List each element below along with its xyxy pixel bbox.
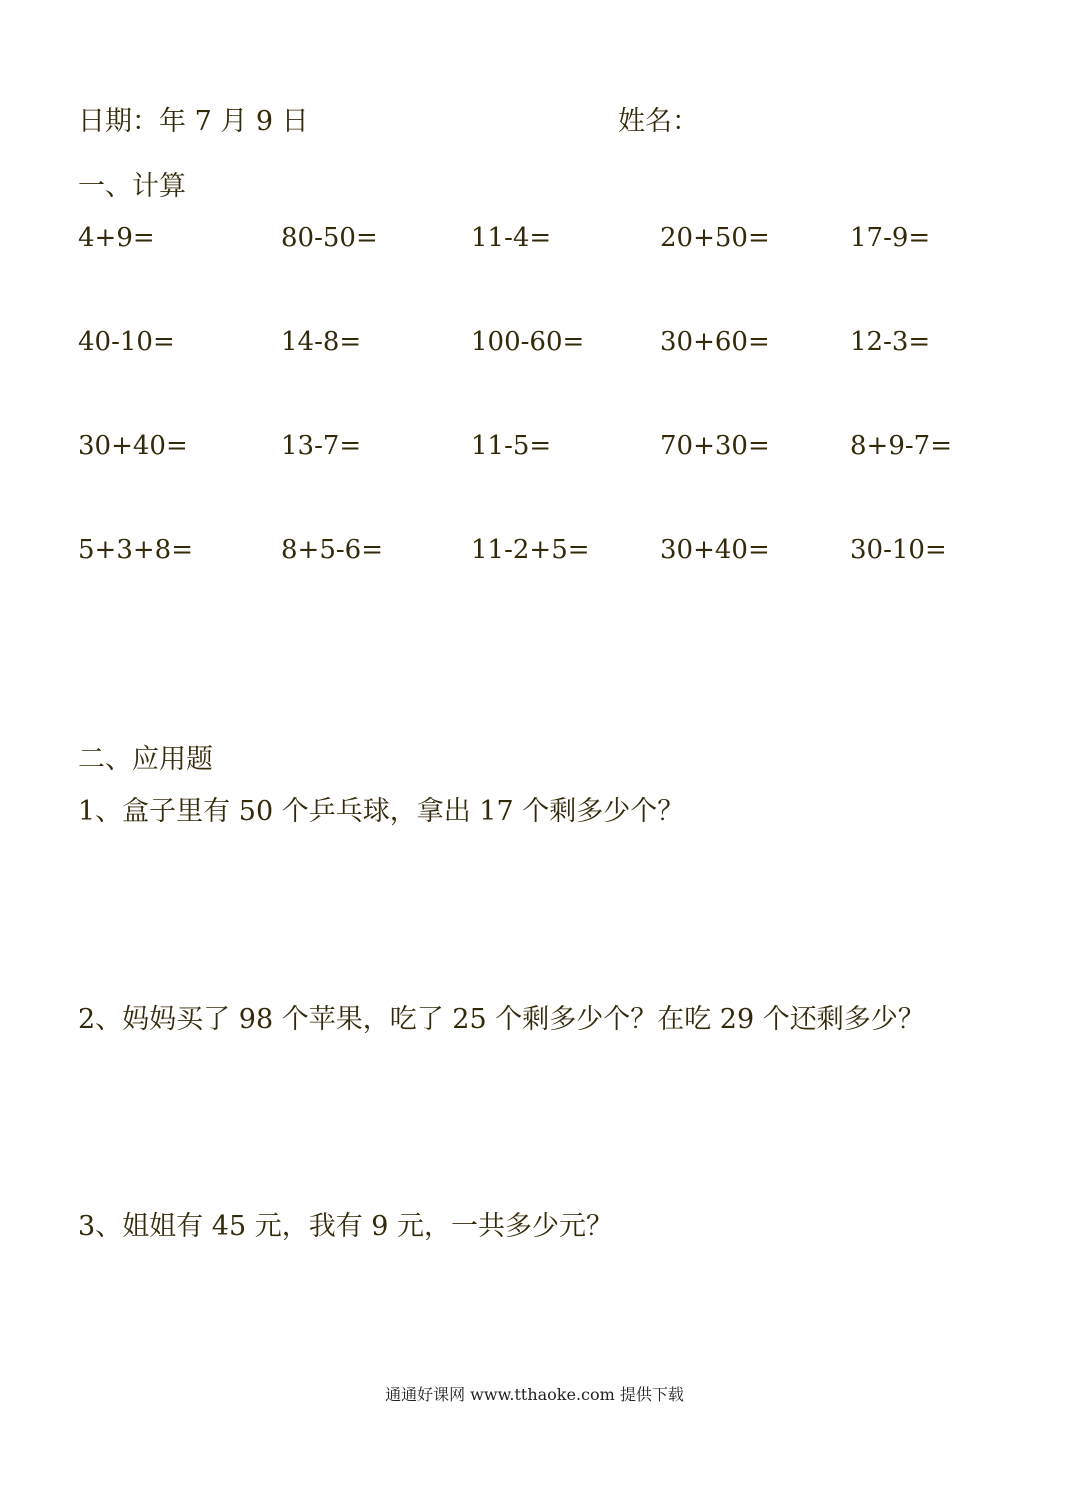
calc-row (78, 326, 978, 430)
calc-problem: 30+40= (660, 535, 770, 565)
calc-problem: 30-10= (850, 535, 947, 565)
name-line: 姓名： (618, 106, 699, 137)
calc-problem: 11-4= (471, 223, 552, 253)
calc-problem: 12-3= (850, 327, 931, 357)
calc-problem: 13-7= (281, 431, 362, 461)
section-calc-title: 一、计算 (78, 171, 186, 202)
word-problem-3: 3、姐姐有 45 元，我有 9 元，一共多少元？ (78, 1211, 614, 1242)
calc-problem: 11-5= (471, 431, 552, 461)
calc-problem: 30+40= (78, 431, 188, 461)
calc-problem: 14-8= (281, 327, 362, 357)
section-word-problems-title: 二、应用题 (78, 744, 213, 775)
calc-problem: 17-9= (850, 223, 931, 253)
footer-credit: 通通好课网 www.tthaoke.com 提供下载 (385, 1385, 684, 1404)
calc-problem: 80-50= (281, 223, 378, 253)
calc-problem: 5+3+8= (78, 535, 193, 565)
word-problem-1: 1、盒子里有 50 个乒乓球，拿出 17 个剩多少个？ (78, 796, 685, 827)
calc-problem: 30+60= (660, 327, 770, 357)
calc-problem: 20+50= (660, 223, 770, 253)
date-line: 日期：年 7 月 9 日 (78, 106, 309, 137)
calc-grid (78, 222, 978, 638)
calc-problem: 70+30= (660, 431, 770, 461)
word-problem-2: 2、妈妈买了 98 个苹果，吃了 25 个剩多少个？在吃 29 个还剩多少？ (78, 1004, 925, 1035)
calc-problem: 8+5-6= (281, 535, 383, 565)
calc-row (78, 222, 978, 326)
calc-problem: 11-2+5= (471, 535, 590, 565)
calc-row (78, 430, 978, 534)
calc-problem: 40-10= (78, 327, 175, 357)
calc-row (78, 534, 978, 638)
calc-problem: 4+9= (78, 223, 155, 253)
calc-problem: 100-60= (471, 327, 585, 357)
calc-problem: 8+9-7= (850, 431, 952, 461)
